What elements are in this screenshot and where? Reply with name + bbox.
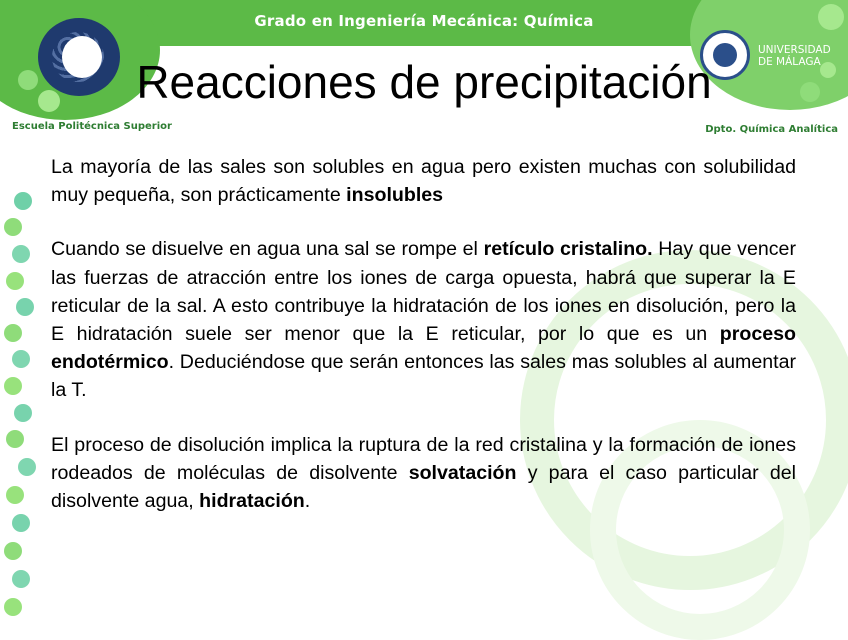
paragraph-crystal-lattice: [51, 235, 796, 404]
bold-term: insolubles: [346, 184, 444, 207]
bold-term: retículo cristalino.: [483, 238, 653, 261]
decorative-dot: [4, 218, 22, 236]
slide-title: Reacciones de precipitación: [136, 56, 712, 108]
paragraph-text: Hay que vencer las fuerzas de atracción entre los iones de carga opuesta, habrá que superar la E reticular de la sal. A esto contribuye la hidratación de los iones en disolución, pero la E hidratación suele ser menor que la E reticular, por lo que es un: [51, 238, 796, 346]
course-title: Grado en Ingeniería Mecánica: Química: [254, 12, 594, 30]
decorative-dot: [4, 598, 22, 616]
decorative-dot: [12, 514, 30, 532]
decorative-dot: [4, 377, 22, 395]
decorative-dot: [4, 542, 22, 560]
decorative-dot: [12, 570, 30, 588]
decorative-dot: [6, 272, 24, 290]
university-name-line1: UNIVERSIDAD: [758, 44, 831, 56]
bold-term: proceso endotérmico: [51, 323, 796, 374]
university-name-line2: DE MÁLAGA: [758, 56, 821, 68]
paragraph-solubility: [51, 153, 796, 209]
school-name: Escuela Politécnica Superior: [12, 121, 172, 132]
decorative-dot: [14, 404, 32, 422]
paragraph-text: y para el caso particular del disolvente agua,: [51, 461, 797, 513]
paragraph-text: El proceso de disolución implica la ruptura de la red cristalina y la formación de iones rodeados de moléculas de disolvente: [51, 433, 796, 484]
decorative-dot: [14, 192, 32, 210]
paragraph-text: .: [304, 490, 311, 513]
paragraph-text: La mayoría de las sales son solubles en agua pero existen muchas con solubilidad muy pequeña, son prácticamente: [51, 156, 796, 207]
paragraph-dissolution: [51, 431, 796, 516]
paragraph-text: Cuando se disuelve en agua una sal se rompe el: [51, 238, 484, 261]
decorative-dot: [6, 430, 24, 448]
decorative-dot: [6, 486, 24, 504]
department-name: Dpto. Química Analítica: [705, 124, 838, 135]
decorative-dot: [18, 458, 36, 476]
decorative-dot: [16, 298, 34, 316]
slide-body: [51, 153, 796, 515]
decorative-dot: [12, 245, 30, 263]
paragraph-text: . Deduciéndose que serán entonces las sales mas solubles al aumentar la T.: [51, 351, 796, 402]
bold-term: hidratación: [199, 490, 305, 513]
decorative-dot: [12, 350, 30, 368]
bold-term: solvatación: [408, 461, 517, 484]
decorative-dot: [4, 324, 22, 342]
